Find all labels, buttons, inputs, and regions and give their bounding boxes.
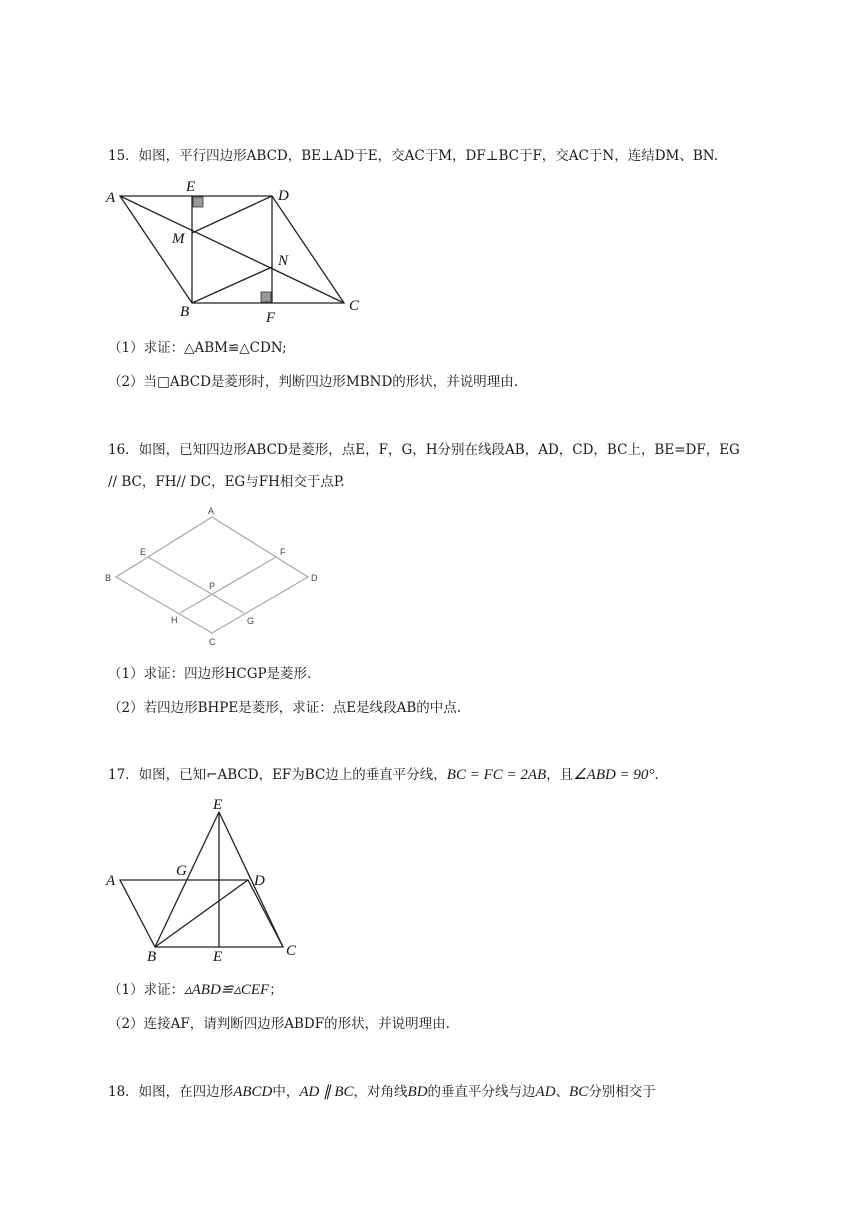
q17-parallelogram-figure [100, 795, 310, 965]
q15-right-angle-e [193, 197, 203, 207]
q15-label-n: N [278, 253, 289, 269]
q16-label-g: G [247, 616, 255, 626]
q17-stem [108, 765, 668, 785]
q17-label-a: A [106, 873, 116, 889]
q17-segment-bd [155, 880, 248, 947]
q17-label-e-top: E [213, 797, 223, 813]
q15-segment-dm [192, 196, 272, 233]
q18-mid5: 分别相交于 [588, 1084, 656, 1100]
q17-label-g: G [176, 863, 187, 879]
q16-part1: （1）求证：四边形HCGP是菱形. [108, 666, 312, 682]
q15-label-c: C [349, 298, 360, 314]
q17-parallelogram-symbol: ⌐ [206, 767, 218, 783]
q18-math-abcd: ABCD [233, 1084, 273, 1100]
q17-stem-prefix: 17．如图，已知 [108, 767, 207, 783]
q16-rhombus [116, 517, 308, 633]
q15-label-d: D [278, 188, 289, 204]
q18-mid1: 中， [272, 1084, 300, 1100]
q17-math-condition-1: BC = FC = 2AB [446, 767, 547, 783]
q17-part1 [108, 980, 283, 1000]
q16-label-d: D [311, 573, 318, 583]
q17-math-condition-2: ∠ABD = 90° [573, 767, 655, 783]
q17-part2: （2）连接AF，请判断四边形ABDF的形状，并说明理由. [108, 1016, 450, 1032]
q17-part1-math: ▵ABD≌▵CEF [184, 982, 270, 998]
q16-label-f: F [280, 547, 286, 557]
q18-math-ad: AD [535, 1084, 556, 1100]
q16-rhombus-figure [100, 505, 340, 650]
q16-label-h: H [171, 615, 178, 625]
q18-stem [108, 1082, 656, 1102]
q15-right-angle-f [261, 292, 271, 302]
q15-diagonal-ac [120, 196, 344, 303]
q16-label-a: A [208, 506, 215, 516]
q15-segment-bn [192, 267, 272, 303]
q18-math-ad-parallel-bc: AD ∥ BC [299, 1084, 354, 1100]
q18-stem-prefix: 18．如图，在四边形 [108, 1084, 234, 1100]
q18-math-bd: BD [407, 1084, 428, 1100]
q16-label-c: C [209, 637, 216, 647]
q16-label-b: B [105, 573, 112, 583]
q18-mid4: 、 [555, 1084, 570, 1100]
q16-label-p: P [209, 581, 216, 591]
q17-part1-prefix: （1）求证： [108, 982, 185, 998]
q15-parallelogram-figure [100, 176, 380, 326]
q17-label-e-bottom: E [213, 949, 223, 965]
q16-stem-line2: // BC，FH// DC，EG与FH相交于点P. [108, 474, 345, 490]
q15-stem: 15．如图，平行四边形ABCD，BE⊥AD于E，交AC于M，DF⊥BC于F，交AC于N，连结DM、BN. [108, 148, 719, 164]
q15-label-b: B [180, 304, 190, 320]
q18-mid2: ，对角线 [353, 1084, 408, 1100]
q17-label-c: C [286, 943, 297, 959]
q17-stem-mid: ABCD，EF为BC边上的垂直平分线， [217, 767, 447, 783]
q18-math-bc: BC [569, 1084, 589, 1100]
q16-label-e: E [140, 547, 147, 557]
q16-stem-line1: 16．如图，已知四边形ABCD是菱形，点E，F，G，H分别在线段AB，AD，CD，BC上，BE=DF，EG [108, 442, 740, 458]
q17-label-b: B [147, 949, 157, 965]
q17-stem-end: ． [654, 767, 668, 783]
q17-part1-end: ； [269, 982, 283, 998]
q15-label-e: E [186, 179, 196, 195]
q17-label-d: D [254, 873, 265, 889]
q17-stem-sep: ，且 [546, 767, 574, 783]
q15-part2: （2）当□ABCD是菱形时，判断四边形MBND的形状，并说明理由. [108, 374, 519, 390]
q15-label-f: F [266, 310, 276, 326]
q16-part2: （2）若四边形BHPE是菱形，求证：点E是线段AB的中点. [108, 700, 462, 716]
q15-label-a: A [106, 190, 116, 206]
q15-label-m: M [172, 231, 185, 247]
q18-mid3: 的垂直平分线与边 [427, 1084, 536, 1100]
q15-part1: （1）求证：△ABM≌△CDN; [108, 340, 287, 356]
